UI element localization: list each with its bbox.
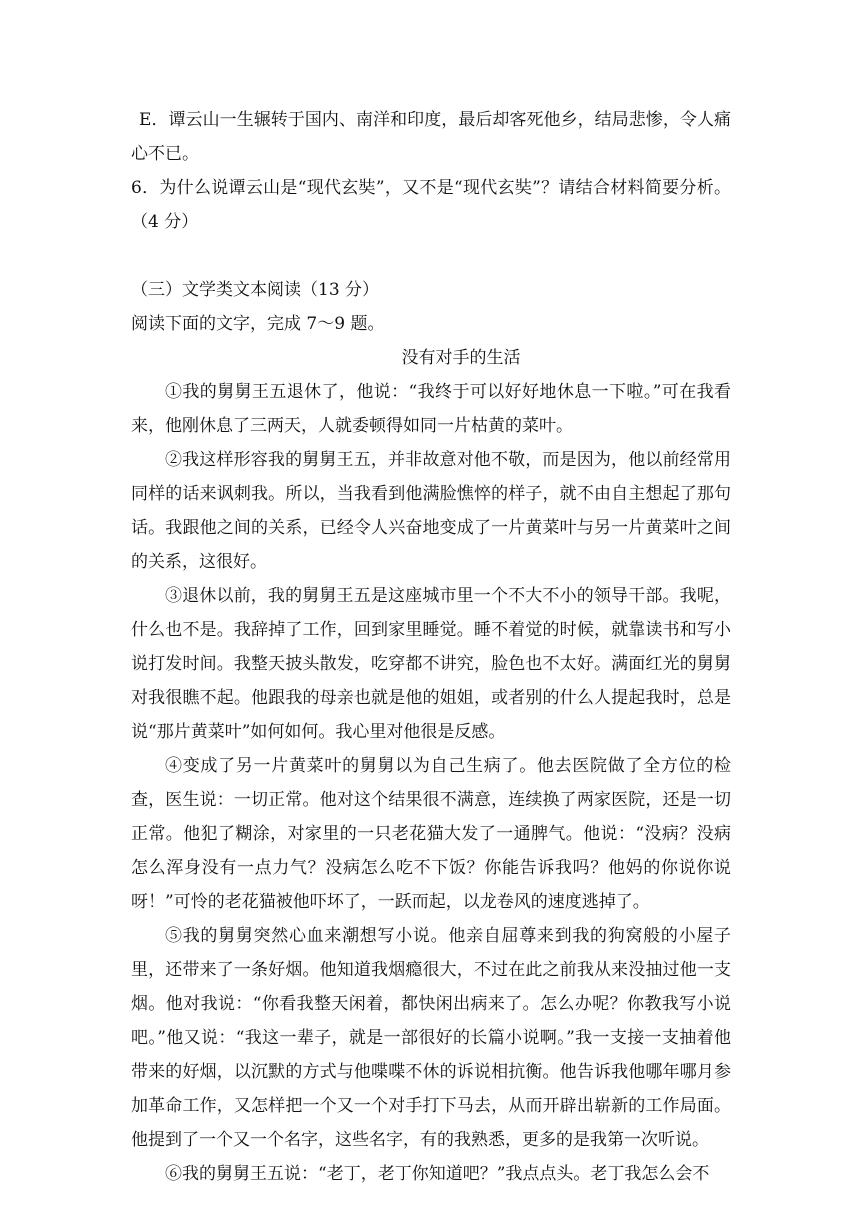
reading-instruction: 阅读下面的文字，完成 7～9 题。 (131, 314, 385, 334)
paragraph-6: ⑥我的舅舅王五说：“老丁，老丁你知道吧？”我点点头。老丁我怎么会不 (165, 1164, 710, 1184)
section-heading: （三）文学类文本阅读（13 分） (131, 280, 380, 300)
spacer (131, 239, 731, 273)
option-e: E．谭云山一生辗转于国内、南洋和印度，最后却客死他乡，结局悲惨，令人痛心不已。 (131, 110, 731, 164)
document-page (131, 103, 731, 1191)
paragraph-4: ④变成了另一片黄菜叶的舅舅以为自己生病了。他去医院做了全方位的检查，医生说：一切正常。他对这个结果很不满意，连续换了两家医院，还是一切正常。他犯了糊涂，对家里的一只老花猫大发了一通脾气。他说：“没病？没病怎么浑身没有一点力气？没病怎么吃不下饭？你能告诉我吗？他妈的你说你说呀！”可怜的老花猫被他吓坏了，一跃而起，以龙卷风的速度逃掉了。 (131, 756, 731, 912)
paragraph-2: ②我这样形容我的舅舅王五，并非故意对他不敬，而是因为，他以前经常用同样的话来讽刺我。所以，当我看到他满脸憔悴的样子，就不由自主想起了那句话。我跟他之间的关系，已经令人兴奋地变成了一片黄菜叶与另一片黄菜叶之间的关系，这很好。 (131, 450, 731, 572)
paragraph-1: ①我的舅舅王五退休了，他说：“我终于可以好好地休息一下啦。”可在我看来，他刚休息了三两天，人就委顿得如同一片枯黄的菜叶。 (131, 382, 731, 436)
paragraph-5: ⑤我的舅舅突然心血来潮想写小说。他亲自屈尊来到我的狗窝般的小屋子里，还带来了一条好烟。他知道我烟瘾很大，不过在此之前我从来没抽过他一支烟。他对我说：“你看我整天闲着，都快闲出病来了。怎么办呢？你教我写小说吧。”他又说：“我这一辈子，就是一部很好的长篇小说啊。”我一支接一支抽着他带来的好烟，以沉默的方式与他喋喋不休的诉说相抗衡。他告诉我他哪年哪月参加革命工作，又怎样把一个又一个对手打下马去，从而开辟出崭新的工作局面。他提到了一个又一个名字，这些名字，有的我熟悉，更多的是我第一次听说。 (131, 926, 731, 1150)
paragraph-3: ③退休以前，我的舅舅王五是这座城市里一个不大不小的领导干部。我呢，什么也不是。我辞掉了工作，回到家里睡觉。睡不着觉的时候，就靠读书和写小说打发时间。我整天披头散发，吃穿都不讲究，脸色也不太好。满面红光的舅舅对我很瞧不起。他跟我的母亲也就是他的姐姐，或者别的什么人提起我时，总是说“那片黄菜叶”如何如何。我心里对他很是反感。 (131, 586, 731, 742)
question-6: 6．为什么说谭云山是“现代玄奘”，又不是“现代玄奘”？请结合材料简要分析。（4 分） (131, 178, 731, 232)
story-title: 没有对手的生活 (401, 348, 521, 368)
